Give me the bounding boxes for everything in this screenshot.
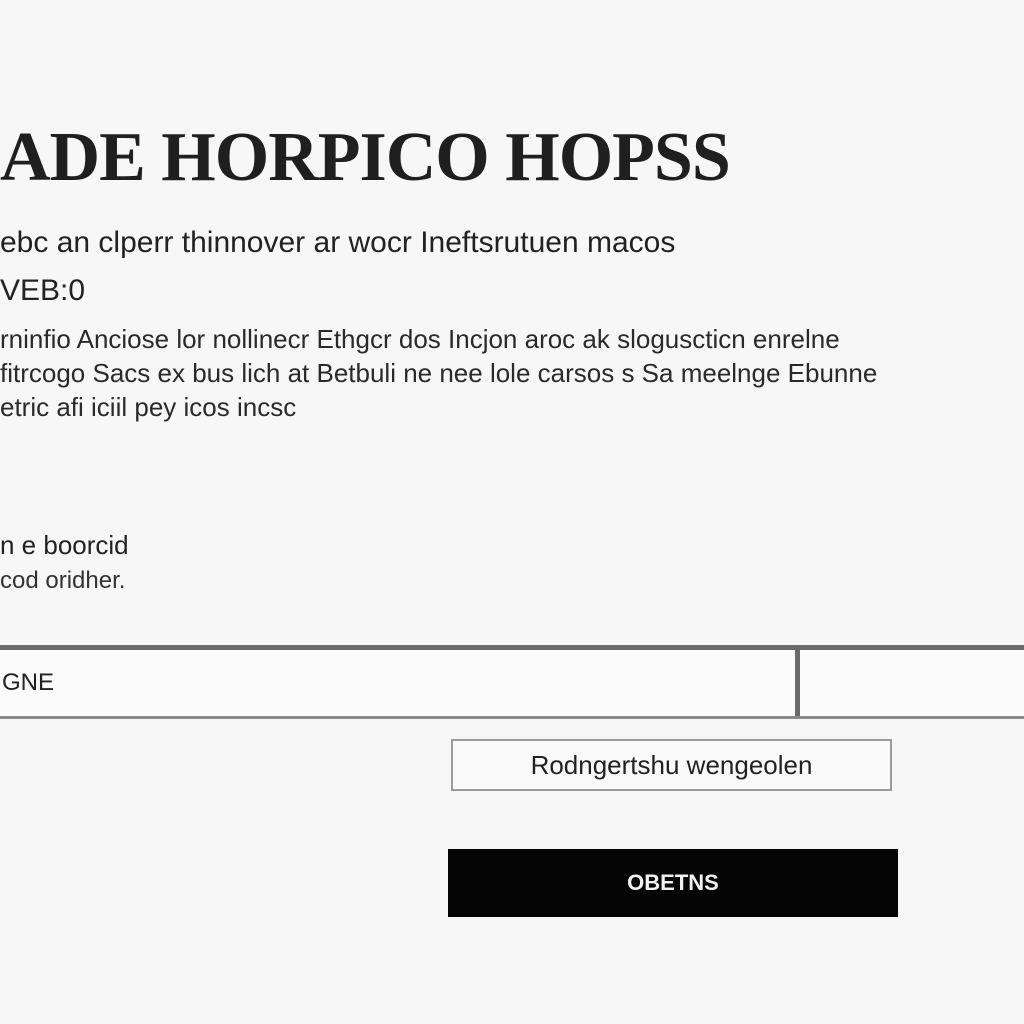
page-subtitle: ebc an clperr thinnover ar wocr Ineftsrutuen macos	[0, 226, 676, 259]
page-title: ADE HORPICO HOPSS	[0, 119, 730, 196]
input-side-box[interactable]	[805, 650, 1024, 716]
text-input[interactable]	[0, 650, 800, 716]
description-line: fitrcogo Sacs ex bus lich at Betbuli ne nee lole carsos s Sa meelnge Ebunne	[0, 358, 878, 388]
description-line: rninfio Anciose lor nollinecr Ethgcr dos Incjon aroc ak sloguscticn enrelne	[0, 324, 840, 354]
secondary-button[interactable]: Rodngertshu wengeolen	[451, 739, 892, 791]
description-line: etric afi iciil pey icos incsc	[0, 392, 297, 422]
field-label: n e boorcid	[0, 530, 129, 560]
primary-button[interactable]: OBETNS	[448, 849, 898, 917]
input-row	[0, 645, 1024, 719]
field-sublabel: cod oridher.	[0, 567, 126, 594]
description-text	[0, 322, 1024, 424]
code-label: VEB:0	[0, 274, 86, 307]
